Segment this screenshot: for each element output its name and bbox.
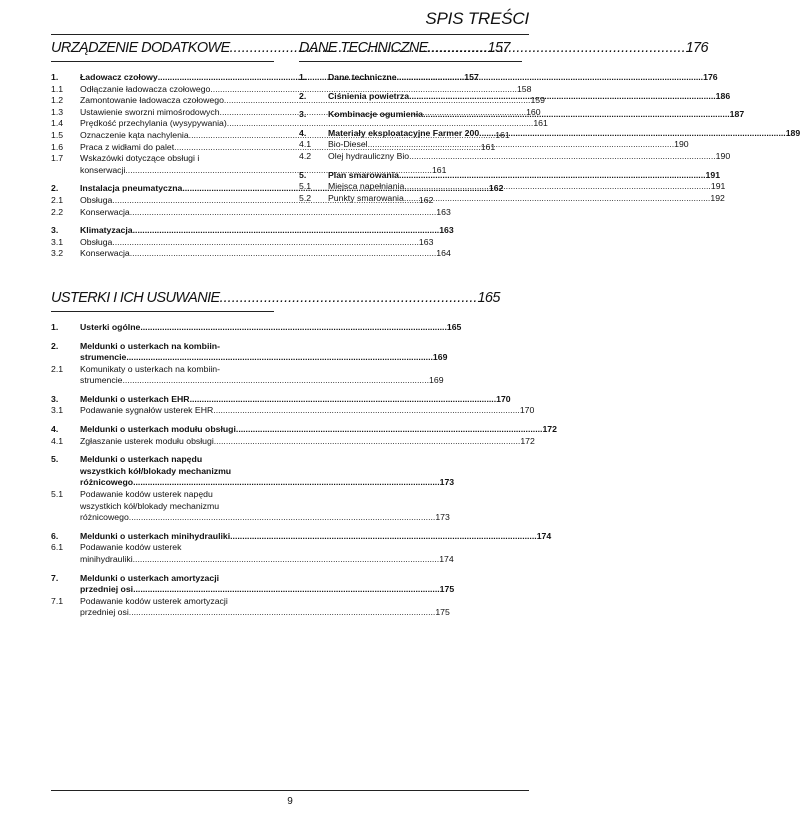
entry-leader-line [328, 192, 725, 205]
entry-number [51, 477, 80, 489]
entry-leader-line [328, 139, 689, 151]
entry-text [80, 341, 274, 353]
entry-text [80, 607, 450, 619]
entry-page: 191 [710, 181, 726, 192]
entry-title: Zgłaszanie usterek modułu obsługi [80, 435, 214, 446]
entry-number: 5.1 [299, 181, 312, 192]
toc-entry-line[interactable] [51, 206, 451, 219]
entry-title: Praca z widłami do palet [80, 141, 175, 152]
section-page-number: 165 [477, 289, 500, 306]
toc-group [51, 321, 462, 334]
entry-title: Podawanie kodów usterek [80, 542, 182, 553]
entry-number: 2. [299, 90, 307, 101]
entry-title: Prędkość przechylania (wysypywania) [80, 118, 227, 129]
entry-number: 7.1 [51, 595, 64, 606]
entry-number: 3.1 [51, 405, 64, 416]
entry-number: 4.2 [299, 150, 312, 161]
entry-title: Obsługa [80, 194, 113, 205]
toc-entry-line[interactable] [51, 375, 444, 387]
entry-title: Klimatyzacja [80, 225, 133, 236]
entry-text [80, 248, 451, 260]
toc-entry-line[interactable] [51, 489, 274, 501]
toc-entry-line[interactable] [51, 424, 557, 436]
section-page-number: 157 [487, 40, 510, 56]
entry-number: 5. [51, 454, 59, 465]
entry-page: 174 [439, 554, 454, 564]
entry-number: 1.6 [51, 141, 64, 152]
toc-entry-line[interactable] [51, 321, 462, 334]
entry-title: Dane techniczne [328, 72, 397, 82]
entry-number [51, 165, 80, 177]
entry-page: 161 [431, 164, 447, 175]
toc-group [51, 572, 455, 619]
entry-text [80, 512, 450, 524]
entry-title: wszystkich kół/blokady mechanizmu [80, 500, 220, 511]
section-title [51, 289, 500, 312]
entry-page: 163 [436, 206, 451, 217]
entry-leader [397, 72, 704, 84]
entry-text [80, 530, 552, 543]
page-title: SPIS TREŚCI [425, 9, 529, 28]
entry-page: 170 [519, 405, 535, 416]
entry-number [51, 584, 80, 596]
entry-leader [213, 405, 520, 417]
entry-leader [236, 424, 543, 436]
entry-title: Olej hydrauliczny Bio [328, 150, 410, 161]
toc-group [51, 424, 557, 447]
entry-title: Ustawienie sworzni mimośrodowych [80, 106, 220, 117]
entry-leader-line [80, 607, 450, 619]
toc-entry-line[interactable] [299, 127, 800, 140]
entry-leader-line [80, 225, 454, 237]
entry-leader [404, 181, 711, 193]
entry-leader [409, 91, 716, 103]
entry-title: konserwacji [80, 164, 126, 175]
entry-leader [404, 193, 711, 205]
toc-entry-line[interactable] [51, 153, 274, 165]
entry-title: Kombinacje ogumienia [328, 109, 424, 120]
entry-text [328, 139, 689, 151]
entry-page: 169 [429, 375, 444, 386]
entry-leader-line [80, 424, 557, 436]
toc-group [51, 393, 535, 417]
entry-title: Meldunki o usterkach EHR [80, 393, 190, 404]
entry-page: 190 [715, 150, 731, 161]
toc-entry-line[interactable] [51, 530, 552, 543]
toc-groups [51, 321, 557, 619]
toc-entry-line[interactable] [51, 573, 274, 585]
toc-group [51, 454, 455, 524]
entry-number [51, 375, 80, 387]
toc-entry-line[interactable] [51, 501, 274, 513]
entry-number: 4. [51, 424, 59, 435]
entry-number [51, 607, 80, 619]
entry-title: Obsługa [80, 236, 113, 247]
entry-leader-line [80, 584, 455, 596]
toc-entry-line[interactable] [51, 225, 454, 237]
entry-leader-line [80, 375, 444, 387]
entry-leader-line [80, 321, 462, 334]
entry-leader [126, 352, 433, 364]
entry-text [80, 554, 454, 566]
entry-title: Meldunki o usterkach modułu obsługi [80, 424, 236, 435]
entry-text [80, 393, 511, 406]
entry-text [80, 584, 455, 596]
entry-text [328, 181, 726, 193]
toc-entry-line[interactable] [51, 584, 455, 596]
entry-title: Materiały eksploatacyjne Farmer 200 [328, 127, 480, 138]
toc-entry-line[interactable] [51, 118, 548, 130]
entry-text [80, 321, 462, 334]
entry-leader-line [80, 554, 454, 566]
section-title-text: URZĄDZENIE DODATKOWE [51, 40, 230, 56]
entry-title: Miejsca napełniania [328, 181, 405, 192]
entry-leader [190, 394, 497, 406]
entry-number: 3. [299, 109, 307, 120]
entry-page: 157 [464, 72, 479, 82]
entry-title: strumencie [80, 352, 127, 363]
entry-leader-line [80, 477, 454, 489]
toc-section [51, 289, 557, 619]
entry-page: 160 [526, 106, 541, 117]
entry-leader-line [80, 512, 450, 524]
entry-title: przedniej osi [80, 607, 129, 618]
entry-page: 186 [715, 90, 731, 101]
toc-entry-line[interactable] [299, 72, 718, 84]
entry-page: 159 [530, 95, 545, 106]
entry-text [328, 72, 718, 84]
entry-title: Podawanie kodów usterek napędu [80, 489, 213, 500]
entry-title: Instalacja pneumatyczna [80, 183, 183, 194]
entry-title: Meldunki o usterkach minihydrauliki [80, 530, 231, 541]
entry-number: 1.7 [51, 153, 64, 164]
entry-leader [368, 139, 675, 151]
toc-group [299, 72, 718, 84]
entry-number: 1.3 [51, 106, 64, 117]
entry-text [80, 352, 447, 364]
entry-page: 172 [520, 435, 535, 446]
entry-leader [479, 128, 786, 140]
entry-page: 175 [435, 607, 450, 618]
toc-entry-line[interactable] [51, 393, 511, 406]
entry-text [80, 501, 274, 513]
entry-page: 187 [729, 109, 745, 120]
entry-leader [133, 477, 440, 489]
entry-page: 163 [418, 236, 434, 247]
entry-page: 172 [542, 424, 557, 435]
entry-number: 5.2 [299, 192, 312, 203]
entry-number: 7. [51, 572, 59, 583]
entry-page: 161 [480, 141, 496, 152]
entry-leader-line [328, 127, 800, 140]
entry-title: Podawanie sygnałów usterek EHR [80, 405, 214, 416]
entry-leader [399, 170, 706, 182]
entry-page: 161 [533, 118, 548, 129]
entry-text [328, 90, 731, 103]
toc-group [51, 225, 454, 260]
toc-entry-line[interactable] [51, 454, 274, 466]
toc-entry-line[interactable] [51, 542, 274, 554]
entry-page: 164 [436, 248, 451, 259]
toc-entry-line[interactable] [51, 236, 434, 249]
entry-title: strumencie [80, 375, 123, 386]
toc-entry-line[interactable] [299, 139, 689, 151]
entry-number: 2.1 [51, 363, 64, 374]
toc-entry-line[interactable] [51, 477, 455, 489]
entry-leader [129, 512, 436, 524]
section-title-text: DANE TECHNICZNE [299, 40, 428, 56]
entry-text [328, 106, 745, 121]
entry-number: 1. [51, 72, 59, 82]
toc-entry-line[interactable] [299, 150, 731, 163]
toc-entry-line[interactable] [51, 435, 535, 448]
entry-number: 4. [299, 127, 307, 138]
section-title-leader [428, 40, 686, 56]
toc-group [51, 340, 448, 387]
entry-text [80, 225, 454, 237]
entry-number: 1.1 [51, 83, 64, 94]
section-title-leader [220, 290, 478, 306]
entry-number: 3.2 [51, 248, 64, 259]
entry-title: Ładowacz czołowy [80, 72, 158, 82]
entry-page: 169 [432, 352, 448, 363]
entry-page: 165 [446, 321, 462, 332]
entry-text [80, 573, 274, 585]
entry-title: różnicowego [80, 512, 129, 523]
section-page-number: 176 [685, 40, 708, 56]
entry-leader-line [328, 90, 731, 103]
entry-leader [129, 607, 436, 619]
entry-leader [133, 225, 440, 237]
entry-page: 189 [785, 127, 800, 138]
entry-number: 1.4 [51, 118, 64, 129]
entry-title: Oznaczenie kąta nachylenia [80, 129, 189, 140]
toc-group [299, 127, 800, 163]
entry-number [51, 466, 80, 478]
entry-number: 2.1 [51, 194, 64, 205]
entry-number [51, 554, 80, 566]
entry-title: Konserwacja [80, 248, 130, 259]
toc-entry-line[interactable] [51, 596, 274, 608]
entry-leader [133, 554, 440, 566]
entry-title: Zamontowanie ładowacza czołowego [80, 95, 224, 106]
toc-group [51, 530, 552, 566]
entry-title: Podawanie kodów usterek amortyzacji [80, 595, 228, 606]
entry-title: różnicowego [80, 477, 134, 488]
entry-text [80, 596, 274, 608]
entry-text [80, 466, 274, 478]
entry-text [80, 153, 274, 165]
toc-entry-line[interactable] [51, 554, 454, 566]
entry-leader-line [80, 237, 433, 249]
entry-leader [214, 436, 521, 448]
entry-title: Wskazówki dotyczące obsługi i [80, 153, 200, 164]
entry-title: Plan smarowania [328, 169, 399, 180]
entry-number: 4.1 [51, 435, 64, 446]
entry-page: 192 [710, 192, 725, 203]
toc-entry-line[interactable] [51, 364, 274, 376]
entry-page: 190 [674, 139, 689, 150]
entry-number: 1.5 [51, 129, 64, 140]
entry-text [80, 477, 454, 489]
entry-page: 174 [536, 530, 552, 541]
entry-title: Usterki ogólne [80, 321, 141, 332]
entry-number: 1.2 [51, 95, 64, 106]
entry-page: 173 [439, 477, 455, 488]
entry-leader [423, 106, 730, 121]
toc-entry-line[interactable] [299, 192, 725, 205]
toc-entry-line[interactable] [299, 181, 726, 193]
entry-leader-line [80, 248, 451, 260]
entry-leader [409, 151, 716, 163]
entry-page: 173 [435, 512, 450, 523]
entry-number: 6. [51, 530, 59, 541]
entry-text [80, 237, 433, 249]
entry-title: Konserwacja [80, 206, 130, 217]
entry-leader-line [328, 106, 745, 121]
entry-leader [112, 237, 419, 249]
entry-leader [230, 531, 537, 543]
entry-page: 162 [488, 183, 504, 194]
entry-text [328, 127, 800, 140]
entry-number [51, 352, 80, 364]
entry-number: 1. [51, 321, 59, 332]
toc-entry-line[interactable] [51, 352, 448, 364]
entry-number: 1. [299, 72, 307, 82]
entry-text [80, 489, 274, 501]
entry-title: Odłączanie ładowacza czołowego [80, 83, 211, 94]
entry-leader-line [80, 530, 552, 543]
entry-number [51, 501, 80, 513]
toc-entry-line[interactable] [51, 512, 450, 524]
entry-title: minihydrauliki [80, 554, 133, 564]
entry-text [80, 435, 535, 448]
entry-page: 175 [439, 584, 455, 595]
page-header [51, 8, 529, 35]
entry-leader-line [80, 352, 447, 364]
entry-leader-line [328, 150, 731, 163]
entry-title: Meldunki o usterkach amortyzacji [80, 572, 220, 583]
entry-page: 163 [439, 225, 454, 236]
entry-leader-line [80, 435, 535, 448]
entry-page: 162 [418, 194, 434, 205]
entry-page: 158 [516, 83, 532, 94]
entry-page: 170 [496, 393, 511, 404]
entry-title: Bio-Diesel [328, 139, 368, 150]
page-footer [51, 790, 529, 807]
entry-text [80, 405, 535, 417]
entry-text [328, 192, 725, 205]
entry-number: 2.2 [51, 206, 64, 217]
entry-number: 3.1 [51, 236, 64, 247]
entry-leader-line [328, 72, 718, 84]
entry-text [80, 542, 274, 554]
entry-number: 5. [299, 169, 307, 180]
section-title [299, 40, 708, 62]
toc-entry-line[interactable] [51, 405, 535, 417]
entry-title: Meldunki o usterkach na kombiin- [80, 340, 220, 351]
entry-number: 2. [51, 183, 59, 194]
entry-title: Komunikaty o usterkach na kombiin- [80, 363, 221, 374]
entry-leader-line [328, 181, 726, 193]
entry-number: 3. [51, 225, 59, 236]
toc-entry-line[interactable] [51, 341, 274, 353]
entry-page: 191 [705, 169, 721, 180]
entry-title: Punkty smarowania [328, 192, 404, 203]
entry-leader [130, 248, 437, 260]
entry-text [80, 375, 444, 387]
entry-number: 6.1 [51, 542, 64, 553]
entry-page: 161 [495, 129, 510, 140]
entry-leader-line [80, 405, 535, 417]
entry-text [80, 424, 557, 436]
section-title-text: USTERKI I ICH USUWANIE [51, 289, 220, 306]
toc-entry-line[interactable] [51, 248, 451, 260]
entry-title: przedniej osi [80, 584, 134, 595]
entry-title: Ciśnienia powietrza [328, 90, 410, 101]
entry-number: 2. [51, 340, 59, 351]
entry-text [328, 150, 731, 163]
entry-number [51, 512, 80, 524]
toc-entry-line[interactable] [51, 607, 450, 619]
page-number: 9 [287, 796, 293, 807]
toc-entry-line[interactable] [51, 466, 274, 478]
entry-number: 5.1 [51, 489, 64, 500]
entry-leader-line [80, 393, 511, 406]
entry-title: wszystkich kół/blokady mechanizmu [80, 465, 232, 476]
entry-text [80, 364, 274, 376]
entry-page: 176 [703, 72, 718, 82]
entry-leader [123, 375, 430, 387]
entry-title: Meldunki o usterkach napędu [80, 454, 203, 465]
entry-leader [140, 322, 447, 334]
entry-leader [133, 584, 440, 596]
entry-number: 4.1 [299, 139, 312, 150]
entry-text [80, 454, 274, 466]
entry-number: 3. [51, 393, 59, 404]
